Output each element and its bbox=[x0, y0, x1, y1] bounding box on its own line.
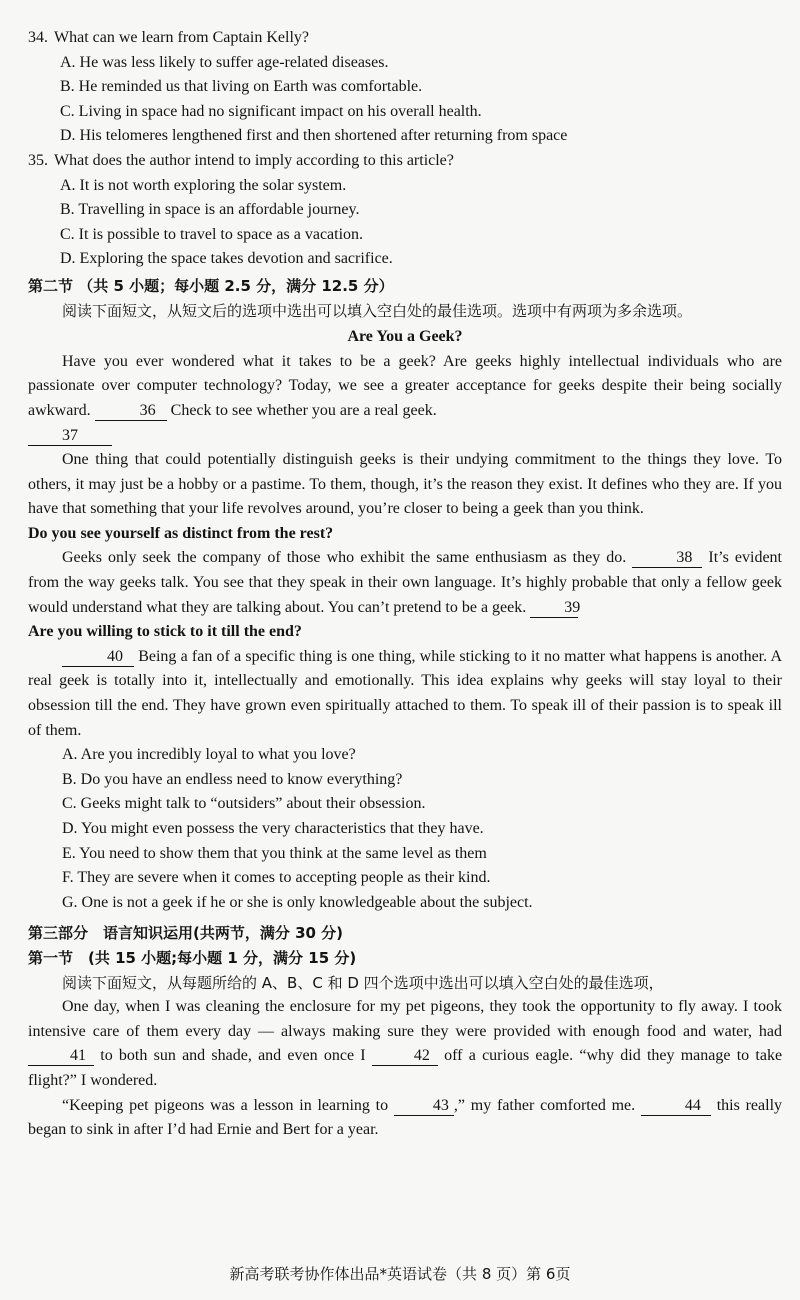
paragraph-text: Check to see whether you are a real geek. bbox=[170, 401, 437, 419]
passage-title: Are You a Geek? bbox=[347, 328, 463, 346]
paragraph-text: this really began to sink in after I’d had Ernie and Bert for a year. bbox=[28, 1096, 783, 1139]
option-d: D. You might even possess the very characteristics that they have. bbox=[62, 820, 484, 837]
paragraph-text: Being a fan of a specific thing is one thing, while sticking to it no matter what happens is another. A real geek is totally into it, intellectually and emotionally. This idea explains why geeks will stay loyal to their obsession till the end. They have grown even spiritually attached to them. To speak ill of their passion is to speak ill of them. bbox=[28, 647, 782, 739]
passage-paragraph bbox=[28, 1094, 782, 1143]
blank-43: 43 bbox=[394, 1097, 454, 1116]
paragraph-text: “Keeping pet pigeons was a lesson in learning to bbox=[62, 1096, 389, 1114]
paragraph-text: Geeks only seek the company of those who exhibit the same enthusiasm as they do. bbox=[62, 549, 627, 567]
option-a: A. It is not worth exploring the solar system. bbox=[60, 176, 347, 194]
blank-38: 38 bbox=[632, 549, 702, 568]
section-instruction: 阅读下面短文，从每题所给的 A、B、C 和 D 四个选项中选出可以填入空白处的最佳选项， bbox=[62, 973, 664, 992]
paragraph-text: ,” my father comforted me. bbox=[453, 1096, 636, 1114]
paragraph-text: to both sun and shade, and even once I bbox=[100, 1047, 366, 1065]
question-number: 35. bbox=[28, 151, 48, 169]
section-heading: 第一节 (共 15 小题;每小题 1 分，满分 15 分) bbox=[28, 948, 357, 967]
passage-paragraph: One thing that could potentially distinguish geeks is their undying commitment to the things they love. To others, it may just be a hobby or a pastime. To them, though, it’s the reason they exist. It defines who they are. If you have that something that your life revolves around, you’re closer to being a geek than you think. bbox=[28, 451, 782, 518]
paragraph-text: It’s evident from the way geeks talk. You see that they speak in their own language. It’s highly probable that only a fellow geek would understand what they are talking about. You can’t pretend to be a geek. bbox=[28, 549, 783, 616]
option-c: C. It is possible to travel to space as a vacation. bbox=[60, 225, 364, 243]
option-g: G. One is not a geek if he or she is only knowledgeable about the subject. bbox=[62, 893, 533, 911]
option-b: B. Travelling in space is an affordable journey. bbox=[60, 201, 360, 219]
blank-41: 41 bbox=[28, 1047, 94, 1066]
question-34 bbox=[28, 26, 782, 51]
paragraph-text: One day, when I was cleaning the enclosure for my pet pigeons, they took the opportunity to fly away. I took intensive care of them every day — always making sure they were provided with enough food and water, had bbox=[28, 998, 782, 1040]
page-footer: 新高考联考协作体出品*英语试卷（共 8 页）第 6页 bbox=[229, 1265, 571, 1283]
option-c: C. Living in space had no significant impact on his overall health. bbox=[60, 102, 482, 120]
option-c: C. Geeks might talk to “outsiders” about their obsession. bbox=[62, 795, 426, 813]
blank-42: 42 bbox=[372, 1047, 438, 1066]
option-a: A. Are you incredibly loyal to what you love? bbox=[62, 746, 356, 764]
paragraph-text: Have you ever wondered what it takes to be a geek? Are geeks highly intellectual individuals who are passionate over computer technology? Today, we see a greater acceptance for geeks despite their being socially awkward. bbox=[28, 352, 782, 419]
option-a: A. He was less likely to suffer age-related diseases. bbox=[60, 53, 389, 71]
option-b: B. Do you have an endless need to know everything? bbox=[62, 770, 403, 788]
blank-37: 37 bbox=[28, 427, 112, 446]
blank-39: 39 bbox=[530, 599, 578, 618]
option-f: F. They are severe when it comes to accepting people as their kind. bbox=[62, 869, 491, 887]
question-stem: What can we learn from Captain Kelly? bbox=[54, 29, 309, 46]
option-d: D. Exploring the space takes devotion and sacrifice. bbox=[60, 250, 393, 268]
question-stem: What does the author intend to imply according to this article? bbox=[54, 151, 454, 169]
option-d: D. His telomeres lengthened first and then shortened after returning from space bbox=[60, 127, 568, 145]
section-instruction: 阅读下面短文，从短文后的选项中选出可以填入空白处的最佳选项。选项中有两项为多余选项。 bbox=[62, 301, 693, 320]
subheading: Do you see yourself as distinct from the rest? bbox=[28, 524, 334, 542]
section-heading: 第二节 （共 5 小题；每小题 2.5 分，满分 12.5 分） bbox=[28, 276, 394, 295]
paragraph-text: off a curious eagle. “why did they manage to take flight?” I wondered. bbox=[28, 1047, 783, 1089]
passage-paragraph bbox=[28, 350, 782, 424]
blank-40: 40 bbox=[62, 648, 134, 667]
passage-paragraph bbox=[28, 645, 782, 743]
blank-36: 36 bbox=[95, 402, 167, 421]
subheading: Are you willing to stick to it till the end? bbox=[28, 623, 302, 641]
question-35 bbox=[28, 149, 782, 174]
option-b: B. He reminded us that living on Earth was comfortable. bbox=[60, 78, 423, 96]
question-number: 34. bbox=[28, 29, 48, 46]
option-e: E. You need to show them that you think at the same level as them bbox=[62, 844, 487, 862]
part-heading: 第三部分 语言知识运用(共两节，满分 30 分) bbox=[28, 924, 344, 943]
blank-44: 44 bbox=[641, 1097, 711, 1116]
passage-paragraph bbox=[28, 995, 782, 1093]
passage-paragraph bbox=[28, 546, 782, 620]
